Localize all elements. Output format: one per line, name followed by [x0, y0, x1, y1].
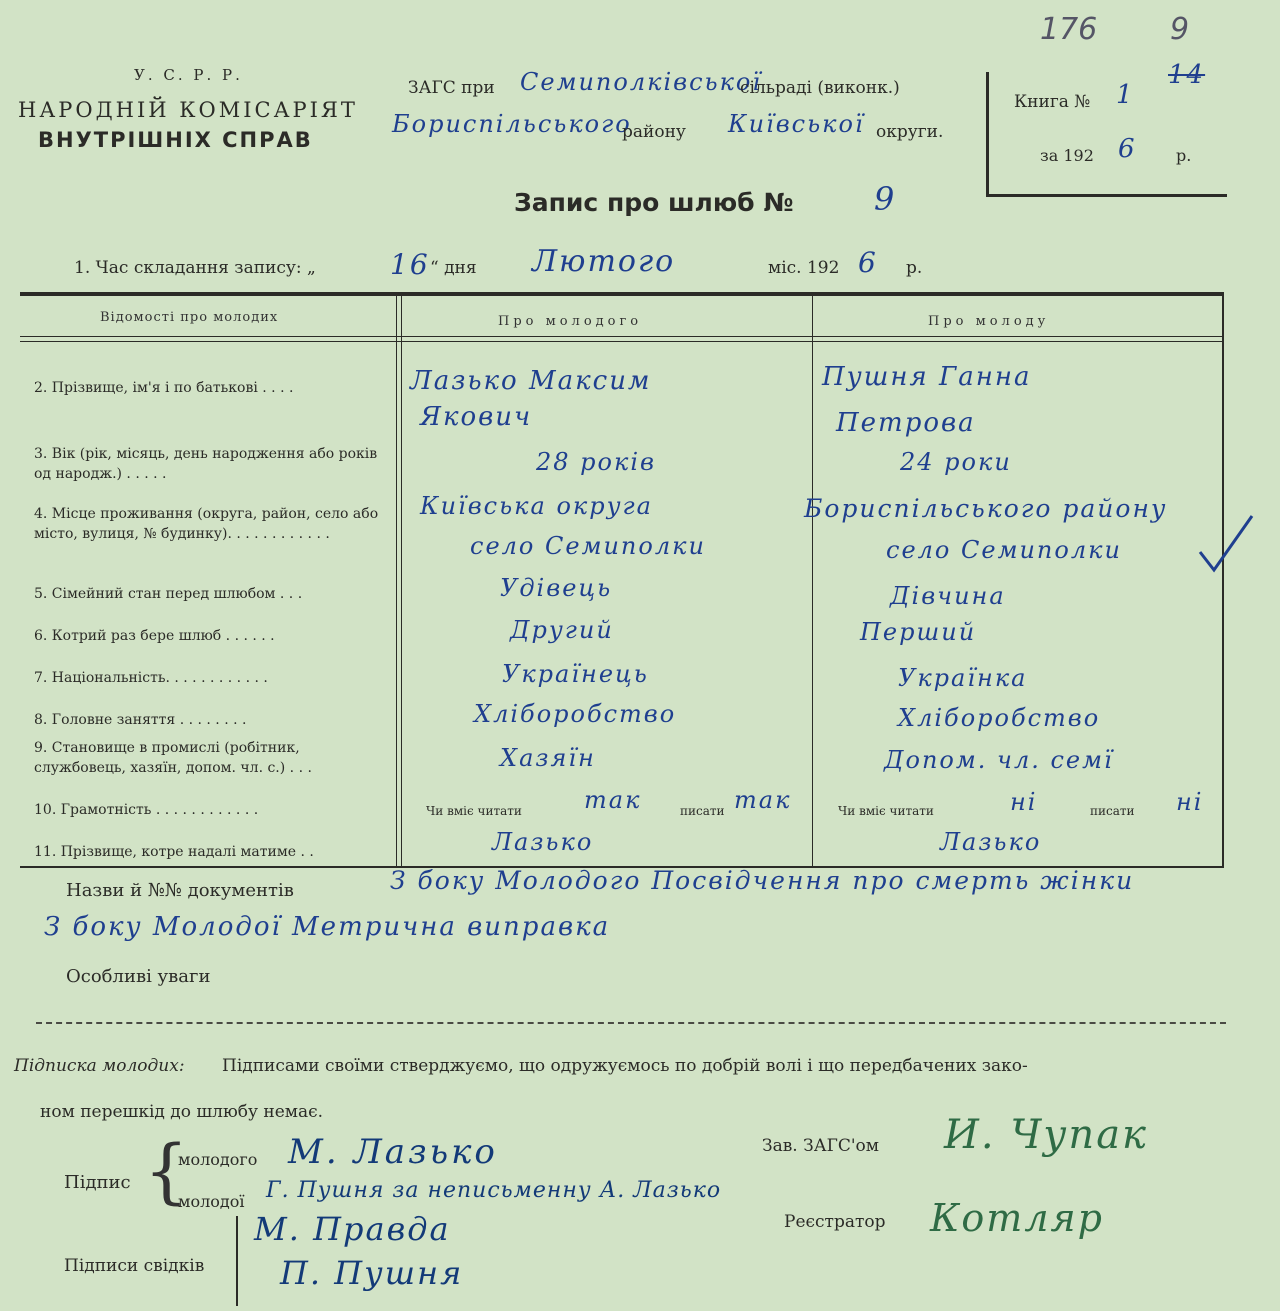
book-box: [986, 72, 1227, 197]
head-signature: И. Чупак: [944, 1112, 1148, 1158]
groom-residence-1: Київська округа: [420, 492, 653, 520]
bride-marriage-count: Перший: [860, 618, 977, 646]
bride-patronymic: Петрова: [836, 408, 976, 438]
table-header-rule2: [20, 341, 1224, 342]
row-label-marital: 5. Сімейний стан перед шлюбом . . .: [34, 586, 303, 602]
row-label-status: 9. Становище в промислі (робітник, службовець, хазяїн, допом. чл. с.) . . .: [34, 740, 312, 776]
column-divider-1: [396, 296, 397, 866]
record-day: 16: [390, 248, 430, 281]
district-value: Бориспільського: [392, 110, 632, 138]
groom-write-label: писати: [680, 804, 725, 818]
archive-sheet: 9: [1170, 12, 1190, 47]
village-council-value: Семиполківської: [520, 68, 763, 96]
signature-label: Підпис: [64, 1172, 131, 1193]
registrar-signature: Котляр: [930, 1196, 1105, 1240]
record-day-suffix: “ дня: [430, 258, 477, 278]
bride-read-value: ні: [1010, 788, 1038, 816]
groom-signature: М. Лазько: [288, 1132, 498, 1172]
book-year-digit: 6: [1118, 134, 1137, 164]
bride-occupation: Хліборобство: [898, 704, 1101, 732]
column-divider-1b: [401, 296, 402, 866]
record-year-digit: 6: [858, 246, 878, 279]
groom-residence-2: село Семиполки: [470, 532, 706, 560]
groom-marital: Удівець: [500, 574, 613, 602]
record-month-label: міс. 192: [768, 258, 840, 278]
check-mark-icon: [1196, 512, 1256, 578]
archive-number: 176: [1040, 12, 1098, 47]
ministry-line2: ВНУТРІШНІХ СПРАВ: [38, 128, 313, 152]
record-year-suffix: р.: [906, 258, 923, 278]
documents-line1: З боку Молодого Посвідчення про смерть жінки: [390, 866, 1135, 895]
separator-dashed: [36, 1022, 1226, 1024]
groom-write-value: так: [734, 786, 792, 814]
groom-name: Лазько Максим: [410, 366, 652, 396]
bride-residence-2: село Семиполки: [886, 536, 1122, 564]
header-bride: Про молоду: [928, 314, 1050, 329]
row-label-residence: 4. Місце проживання (округа, район, село або місто, вулиця, № будинку). . . . . . . . . . . .: [34, 506, 379, 542]
republic-label: У. С. Р. Р.: [134, 66, 243, 84]
ministry-line1: НАРОДНІЙ КОМІСАРІЯТ: [18, 98, 358, 122]
bride-age: 24 роки: [900, 448, 1012, 476]
bride-write-label: писати: [1090, 804, 1135, 818]
row-label-age: 3. Вік (рік, місяць, день народження або років од народж.) . . . . .: [34, 446, 378, 482]
groom-occupation: Хліборобство: [474, 700, 677, 728]
documents-line2: З боку Молодої Метрична виправка: [44, 912, 611, 942]
witness-bracket: [236, 1216, 238, 1306]
okruha-label: округи.: [876, 122, 944, 142]
groom-patronymic: Якович: [420, 402, 533, 432]
header-info: Відомості про молодих: [100, 310, 279, 325]
witness1-signature: М. Правда: [254, 1210, 451, 1248]
bride-residence-1: Бориспільського району: [804, 494, 1168, 523]
book-year-suffix: р.: [1176, 146, 1192, 165]
head-label: Зав. ЗАГС'ом: [762, 1136, 879, 1156]
signature-brace: {: [144, 1130, 189, 1212]
zags-prefix: ЗАГС при: [408, 78, 495, 98]
book-number: 1: [1116, 80, 1135, 110]
groom-marriage-count: Другий: [510, 616, 614, 644]
column-divider-right: [1222, 296, 1224, 866]
book-year-prefix: за 192: [1040, 146, 1094, 165]
notes-label: Особливі уваги: [66, 966, 211, 987]
header-groom: Про молодого: [498, 314, 643, 329]
row-label-literacy: 10. Грамотність . . . . . . . . . . . .: [34, 802, 259, 818]
declaration-text1: Підписами своїми стверджуємо, що одружуємось по добрій волі і що передбачених зако-: [222, 1056, 1028, 1076]
book-number-struck: 14: [1168, 60, 1206, 90]
declaration-text2: ном перешкід до шлюбу немає.: [40, 1102, 324, 1122]
bride-future-surname: Лазько: [940, 828, 1042, 856]
bride-sig-label: молодої: [178, 1192, 245, 1211]
documents-label: Назви й №№ документів: [66, 880, 294, 901]
groom-status: Хазяїн: [500, 744, 596, 772]
record-title: Запис про шлюб №: [514, 188, 794, 217]
row-label-future-surname: 11. Прізвище, котре надалі матиме . .: [34, 844, 314, 860]
record-month: Лютого: [532, 244, 676, 279]
column-divider-2: [812, 296, 813, 866]
zags-suffix: сільраді (виконк.): [740, 78, 900, 98]
row-label-occupation: 8. Головне заняття . . . . . . . .: [34, 712, 247, 728]
bride-marital: Дівчина: [890, 582, 1006, 610]
record-time-label: 1. Час складання запису: „: [74, 258, 316, 278]
bride-read-label: Чи вміє читати: [838, 804, 934, 818]
district-label: району: [622, 122, 686, 142]
bride-name: Пушня Ганна: [822, 362, 1032, 392]
groom-read-value: так: [584, 786, 642, 814]
declaration-lead: Підписка молодих:: [14, 1056, 185, 1076]
okruha-value: Київської: [728, 110, 865, 138]
witness2-signature: П. Пушня: [280, 1254, 464, 1292]
bride-write-value: ні: [1176, 788, 1204, 816]
bride-nationality: Українка: [898, 664, 1028, 692]
table-header-rule: [20, 336, 1224, 337]
bride-signature: Г. Пушня за неписьменну А. Лазько: [266, 1178, 722, 1203]
record-number: 9: [874, 180, 897, 218]
registrar-label: Реєстратор: [784, 1212, 886, 1232]
row-label-marriage-count: 6. Котрий раз бере шлюб . . . . . .: [34, 628, 275, 644]
groom-future-surname: Лазько: [492, 828, 594, 856]
groom-sig-label: молодого: [178, 1150, 258, 1169]
groom-age: 28 років: [536, 448, 656, 476]
row-label-name: 2. Прізвище, ім'я і по батькові . . . .: [34, 380, 294, 396]
row-label-nationality: 7. Національність. . . . . . . . . . . .: [34, 670, 268, 686]
witnesses-label: Підписи свідків: [64, 1256, 205, 1276]
groom-nationality: Українець: [502, 660, 649, 688]
table-top-rule: [20, 292, 1224, 296]
book-label: Книга №: [1014, 92, 1091, 112]
groom-read-label: Чи вміє читати: [426, 804, 522, 818]
bride-status: Допом. чл. семї: [884, 746, 1114, 774]
